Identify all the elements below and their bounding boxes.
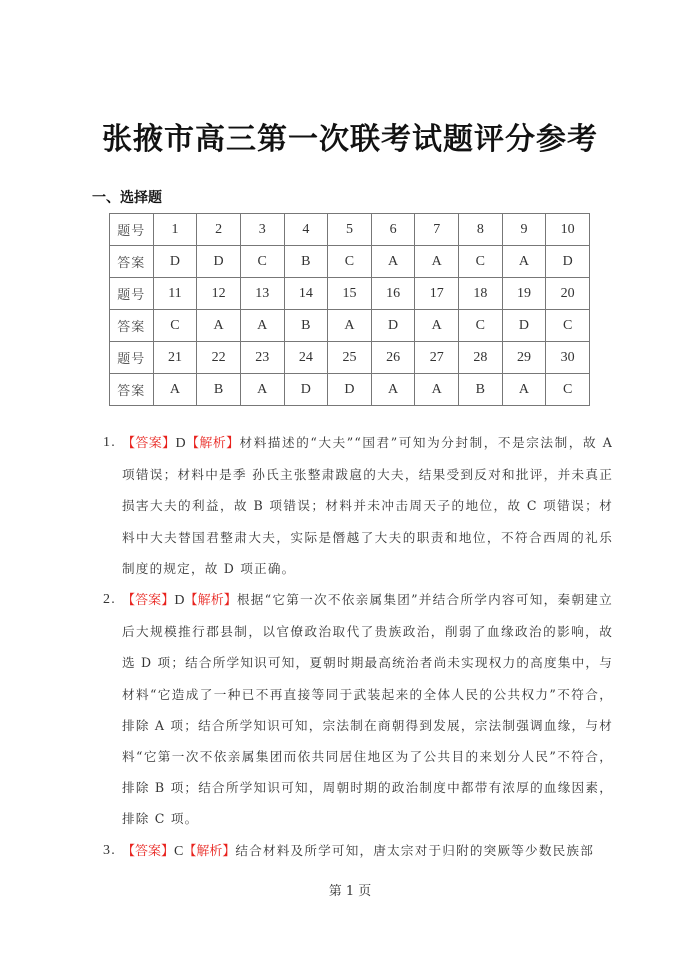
- question-number-cell: 2: [197, 214, 241, 246]
- question-number-cell: 18: [459, 278, 503, 310]
- answer-cell: C: [153, 310, 197, 342]
- question-number-cell: 4: [284, 214, 328, 246]
- answer-cell: D: [153, 246, 197, 278]
- answer-cell: D: [502, 310, 546, 342]
- question-number-cell: 5: [328, 214, 372, 246]
- question-number-cell: 17: [415, 278, 459, 310]
- page-title: 张掖市高三第一次联考试题评分参考: [102, 122, 598, 157]
- explanation-number: 1.: [103, 435, 116, 450]
- analysis-tag: 【解析】: [185, 436, 240, 451]
- answer-cell: C: [240, 246, 284, 278]
- row-label-answer: 答案: [110, 374, 154, 406]
- question-number-cell: 26: [371, 342, 415, 374]
- answer-cell: A: [415, 310, 459, 342]
- question-number-row: [110, 342, 590, 374]
- question-number-cell: 1: [153, 214, 197, 246]
- explanation-item: [103, 835, 613, 867]
- answer-cell: A: [371, 246, 415, 278]
- answer-cell: C: [546, 310, 590, 342]
- explanation-item: [103, 584, 613, 835]
- question-number-cell: 8: [459, 214, 503, 246]
- answer-cell: A: [153, 374, 197, 406]
- answer-cell: B: [459, 374, 503, 406]
- question-number-row: [110, 214, 590, 246]
- row-label-answer: 答案: [110, 246, 154, 278]
- explanation-answer-letter: C: [174, 843, 184, 859]
- row-label-question: 题号: [110, 214, 154, 246]
- explanation-number: 3.: [103, 842, 116, 858]
- answer-tag: 【答案】: [122, 593, 175, 609]
- question-number-cell: 23: [240, 342, 284, 374]
- answer-cell: D: [197, 246, 241, 278]
- question-number-cell: 10: [546, 214, 590, 246]
- answer-tag: 【答案】: [122, 436, 176, 451]
- question-number-cell: 29: [502, 342, 546, 374]
- analysis-tag: 【解析】: [184, 593, 237, 609]
- explanation-text: 结合材料及所学可知，唐太宗对于归附的突厥等少数民族部: [235, 842, 595, 858]
- question-number-cell: 11: [153, 278, 197, 310]
- question-number-cell: 24: [284, 342, 328, 374]
- row-label-question: 题号: [110, 278, 154, 310]
- answer-cell: D: [284, 374, 328, 406]
- answer-cell: C: [459, 246, 503, 278]
- question-number-cell: 22: [197, 342, 241, 374]
- answer-cell: B: [284, 310, 328, 342]
- question-number-cell: 21: [153, 342, 197, 374]
- answer-cell: A: [371, 374, 415, 406]
- answer-tag: 【答案】: [122, 843, 175, 859]
- explanation-number: 2.: [103, 592, 116, 608]
- explanation-answer-letter: D: [174, 593, 185, 609]
- answer-cell: B: [284, 246, 328, 278]
- answer-cell: A: [502, 374, 546, 406]
- explanation-text: 材料描述的“大夫”“国君”可知为分封制，不是宗法制，故 A 项错误；材料中是季 孙氏主张整肃跋扈的大夫，结果受到反对和批评，并未真正损害大夫的利益，故 B 项错误；材料并未冲击周天子的地位，故 C 项错误；材料中大夫替国君整肃大夫，实际是僭越了大夫的职责和地位，不符合西周的礼乐制度的规定，故 D 项正确。: [122, 435, 613, 576]
- answer-cell: A: [240, 310, 284, 342]
- question-number-cell: 6: [371, 214, 415, 246]
- question-number-cell: 27: [415, 342, 459, 374]
- question-number-cell: 19: [502, 278, 546, 310]
- answer-cell: A: [415, 374, 459, 406]
- question-number-cell: 14: [284, 278, 328, 310]
- question-number-cell: 30: [546, 342, 590, 374]
- explanation-item: [103, 427, 613, 584]
- answer-cell: D: [546, 246, 590, 278]
- answer-cell: C: [328, 246, 372, 278]
- answer-cell: C: [546, 374, 590, 406]
- answer-cell: A: [502, 246, 546, 278]
- answer-cell: A: [240, 374, 284, 406]
- explanations-list: [103, 427, 613, 867]
- question-number-cell: 3: [240, 214, 284, 246]
- row-label-answer: 答案: [110, 310, 154, 342]
- answer-cell: C: [459, 310, 503, 342]
- answer-cell: D: [328, 374, 372, 406]
- answer-cell: D: [371, 310, 415, 342]
- question-number-cell: 13: [240, 278, 284, 310]
- answer-row: [110, 374, 590, 406]
- answer-cell: B: [197, 374, 241, 406]
- row-label-question: 题号: [110, 342, 154, 374]
- question-number-cell: 16: [371, 278, 415, 310]
- question-number-cell: 9: [502, 214, 546, 246]
- answer-cell: A: [415, 246, 459, 278]
- page-number: 第 1 页: [328, 884, 372, 899]
- question-number-cell: 28: [459, 342, 503, 374]
- explanation-answer-letter: D: [175, 436, 186, 451]
- section-heading-multiple-choice: 一、选择题: [92, 190, 162, 206]
- question-number-cell: 12: [197, 278, 241, 310]
- answer-cell: A: [328, 310, 372, 342]
- question-number-row: [110, 278, 590, 310]
- question-number-cell: 15: [328, 278, 372, 310]
- analysis-tag: 【解析】: [183, 843, 236, 859]
- answer-table: [109, 213, 590, 406]
- question-number-cell: 7: [415, 214, 459, 246]
- answer-row: [110, 246, 590, 278]
- question-number-cell: 20: [546, 278, 590, 310]
- question-number-cell: 25: [328, 342, 372, 374]
- explanation-text: 根据“它第一次不依亲属集团”并结合所学内容可知，秦朝建立后大规模推行郡县制，以官僚政治取代了贵族政治，削弱了血缘政治的影响，故选 D 项；结合所学知识可知，夏朝时期最高统治者尚未实现权力的高度集中，与材料“它造成了一种已不再直接等同于武装起来的全体人民的公共权力”不符合，排除 A 项；结合所学知识可知，宗法制在商朝得到发展，宗法制强调血缘，与材料“它第一次不依亲属集团而依共同居住地区为了公共目的来划分人民”不符合，排除 B 项；结合所学知识可知，周朝时期的政治制度中都带有浓厚的血缘因素，排除 C 项。: [122, 592, 613, 827]
- answer-row: [110, 310, 590, 342]
- answer-cell: A: [197, 310, 241, 342]
